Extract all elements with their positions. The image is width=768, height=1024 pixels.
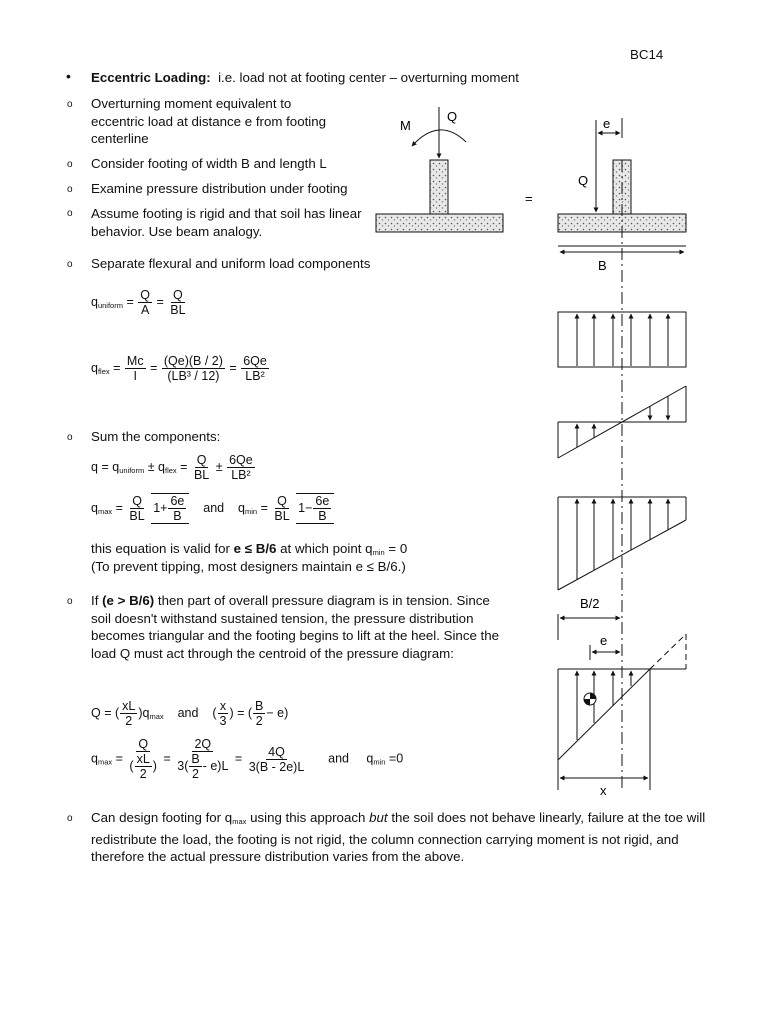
half-width-label: B/2 <box>580 596 600 611</box>
page-code: BC14 <box>630 47 664 62</box>
bullet-dot: • <box>66 68 71 84</box>
bullet-marker: o <box>67 159 73 170</box>
bullet-examine: Examine pressure distribution under footing <box>91 181 348 196</box>
equals-sign: = <box>525 191 533 206</box>
bullet-marker: o <box>67 813 73 824</box>
ecc-label-top: e <box>603 116 611 131</box>
bullet-sum: Sum the components: <box>91 429 221 444</box>
eq-q-max-min: $q_{max}$ = $\frac{Q}{BL}$ 1+ $\frac{6e}{B}$ and $q_{min}$ = $\frac{Q}{BL}$ 1− $\frac{6e}{B}$ <box>91 493 334 524</box>
eq-q-uniform: $q_{uniform}$ = $\frac{Q}{A}$ = $\frac{Q}{BL}$ <box>91 288 186 317</box>
x-label: x <box>600 783 607 798</box>
bullet-marker: o <box>67 99 73 110</box>
validity-note: this equation is valid for e ≤ B/6 at which point $q_{min} = 0$ <box>91 541 408 557</box>
bullet-marker: o <box>67 184 73 195</box>
bullet-assume: Assume footing is rigid and that soil has linear behavior. Use beam analogy. <box>91 206 362 239</box>
bullet-separate: Separate flexural and uniform load components <box>91 256 371 271</box>
width-label: B <box>598 258 607 273</box>
bullet-marker: o <box>67 208 73 219</box>
load-label-right: Q <box>578 173 589 188</box>
heading-bold: Eccentric Loading: <box>91 70 211 85</box>
bullet-marker: o <box>67 432 73 443</box>
bullet-marker: o <box>67 596 73 607</box>
bullet-consider: Consider footing of width B and length L <box>91 156 327 171</box>
eq-q-max-triangular: $q_{max}$ = Q ( $\frac{xL}{2}$ ) = 2Q 3( $\frac{B}{2}$ - e)L = $\frac{4Q}{3(B - 2e)L}$ and $q_{min} =0$ <box>91 737 404 781</box>
tipping-note: (To prevent tipping, most designers maintain e ≤ B/6.) <box>91 559 406 574</box>
footing-left <box>376 107 503 232</box>
bullet-marker: o <box>67 259 73 270</box>
bullet-design-note: Can design footing for $q_{max}$ using this approach but the soil does not behave linearly, failure at the toe will redistribute the load, the footing is not rigid, the column connection carrying moment is not rigid, and therefore the actual pressure distribution varies from the above. <box>91 810 706 864</box>
eq-q-sum: $q = q_{uniform} \pm q_{flex}$ = $\frac{Q}{BL}$ ± $\frac{6Qe}{\text{LB²}}$ <box>91 453 253 482</box>
heading-rest: i.e. load not at footing center – overturning moment <box>218 70 519 85</box>
bullet-tension: If (e > B/6) then part of overall pressure diagram is in tension. Since soil doesn't withstand sustained tension, the pressure distribution becomes triangular and the footing begins to lift at the heel. Since the load Q must act through the centroid of the pressure diagram: <box>91 593 500 661</box>
load-label-left: Q <box>447 109 458 124</box>
eq-q-flex: $q_{flex}$ = $\frac{Mc}{I}$ = $\frac{(Qe)(B / 2)}{\text{(LB³ / 12)}}$ = $\frac{6Qe}{\text{LB²}}$ <box>91 354 267 383</box>
ecc-label-bottom: e <box>600 633 608 648</box>
eq-centroid: Q = ( $\frac{xL}{2}$ )$q_{max}$ and ( $\frac{x}{3}$ ) = ( $\frac{B}{2}$ − e) <box>91 699 289 728</box>
moment-label: M <box>400 118 411 133</box>
bullet-overturning: Overturning moment equivalent to eccentric load at distance e from footing centerline <box>91 96 327 146</box>
